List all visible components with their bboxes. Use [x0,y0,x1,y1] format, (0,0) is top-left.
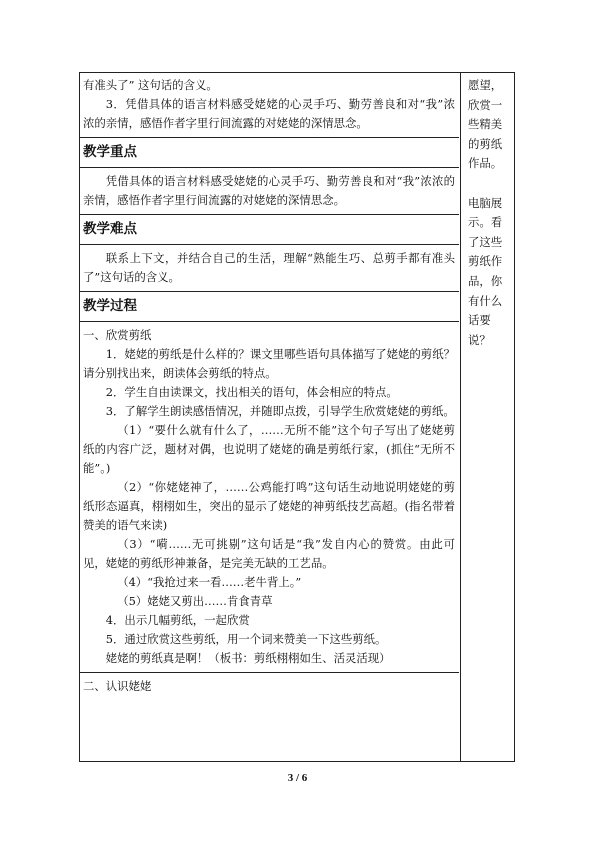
note-line: 些精美 [468,117,503,132]
note-line: 说？ [468,332,491,347]
section1-title: 一、欣赏剪纸 [83,328,152,342]
column-divider [460,72,461,762]
note-line: 欣赏一 [468,97,503,112]
note-line: 示。看 [468,215,503,230]
note-line: 的剪纸 [468,136,503,151]
process-item-3: 3．了解学生朗读感悟情况，并随即点拨，引导学生欣赏姥姥的剪纸。 [105,404,455,418]
section-rule [79,244,459,245]
note-line: 话要 [468,313,491,328]
section-rule [79,167,459,168]
process-sub-1: （1）“要什么就有什么了，……无所不能”这个句子写出了姥姥剪纸的内容广泛，题材对偶，也说明了姥姥的确是剪纸行家，(抓住“无所不能”。) [83,423,455,475]
note-gap [468,174,512,194]
note-line: 有什么 [468,293,503,308]
process-sub-4: （4）“我抢过来一看……老牛背上。” [117,575,302,589]
process-sub-2: （2）“你姥姥神了，……公鸡能打鸣”这句话生动地说明姥姥的剪纸形态逼真，栩栩如生，突出的显示了姥姥的神剪纸技艺高超。(指名带着赞美的语气来读) [83,480,455,532]
process-item-5: 5．通过欣赏这些剪纸，用一个词来赞美一下这些剪纸。 [105,632,387,646]
process-sub-3: （3）“嗬……无可挑剔”这句话是“我”发自内心的赞赏。由此可见，姥姥的剪纸形神兼备，是完美无缺的工艺品。 [83,537,455,570]
process-item-4: 4．出示几幅剪纸，一起欣赏 [105,613,250,627]
note-line: 了这些 [468,234,503,249]
note-line: 品，你 [468,273,503,288]
section-rule [79,137,459,138]
process-item-1: 1．姥姥的剪纸是什么样的？课文里哪些语句具体描写了姥姥的剪纸？请分别找出来，朗读体会剪纸的特点。 [83,347,455,380]
praise-line: 姥姥的剪纸真是啊！（板书：剪纸栩栩如生、活灵活现） [105,651,391,665]
difficulty-text: 联系上下文，并结合自己的生活，理解“熟能生巧、总剪手都有准头了”这句话的含义。 [83,251,455,284]
process-heading: 教学过程 [83,298,137,314]
notes-column [468,76,512,350]
section-rule [79,672,459,673]
process-sub-5: （5）姥姥又剪出……肯食青草 [117,594,273,608]
objective-3: 3．凭借具体的语言材料感受姥姥的心灵手巧、勤劳善良和对“我”浓浓的亲情，感悟作者字里行间流露的对姥姥的深情思念。 [83,97,455,130]
note-line: 剪纸作 [468,254,503,269]
note-line: 作品。 [468,156,503,171]
key-points-text: 凭借具体的语言材料感受姥姥的心灵手巧、勤劳善良和对“我”浓浓的亲情，感悟作者字里行间流露的对姥姥的深情思念。 [83,174,455,207]
section-rule [79,321,459,322]
note-line: 电脑展 [468,195,503,210]
objective-tail: 有准头了” 这句话的含义。 [83,78,218,92]
page-number: 3 / 6 [287,772,308,784]
main-column [83,76,455,696]
key-points-heading: 教学重点 [83,144,137,160]
difficulty-heading: 教学难点 [83,221,137,237]
section-rule [79,214,459,215]
section2-title: 二、认识姥姥 [83,679,152,693]
note-line: 愿望， [468,78,503,92]
section-rule [79,291,459,292]
process-item-2: 2．学生自由读课文，找出相关的语句，体会相应的特点。 [105,385,398,399]
